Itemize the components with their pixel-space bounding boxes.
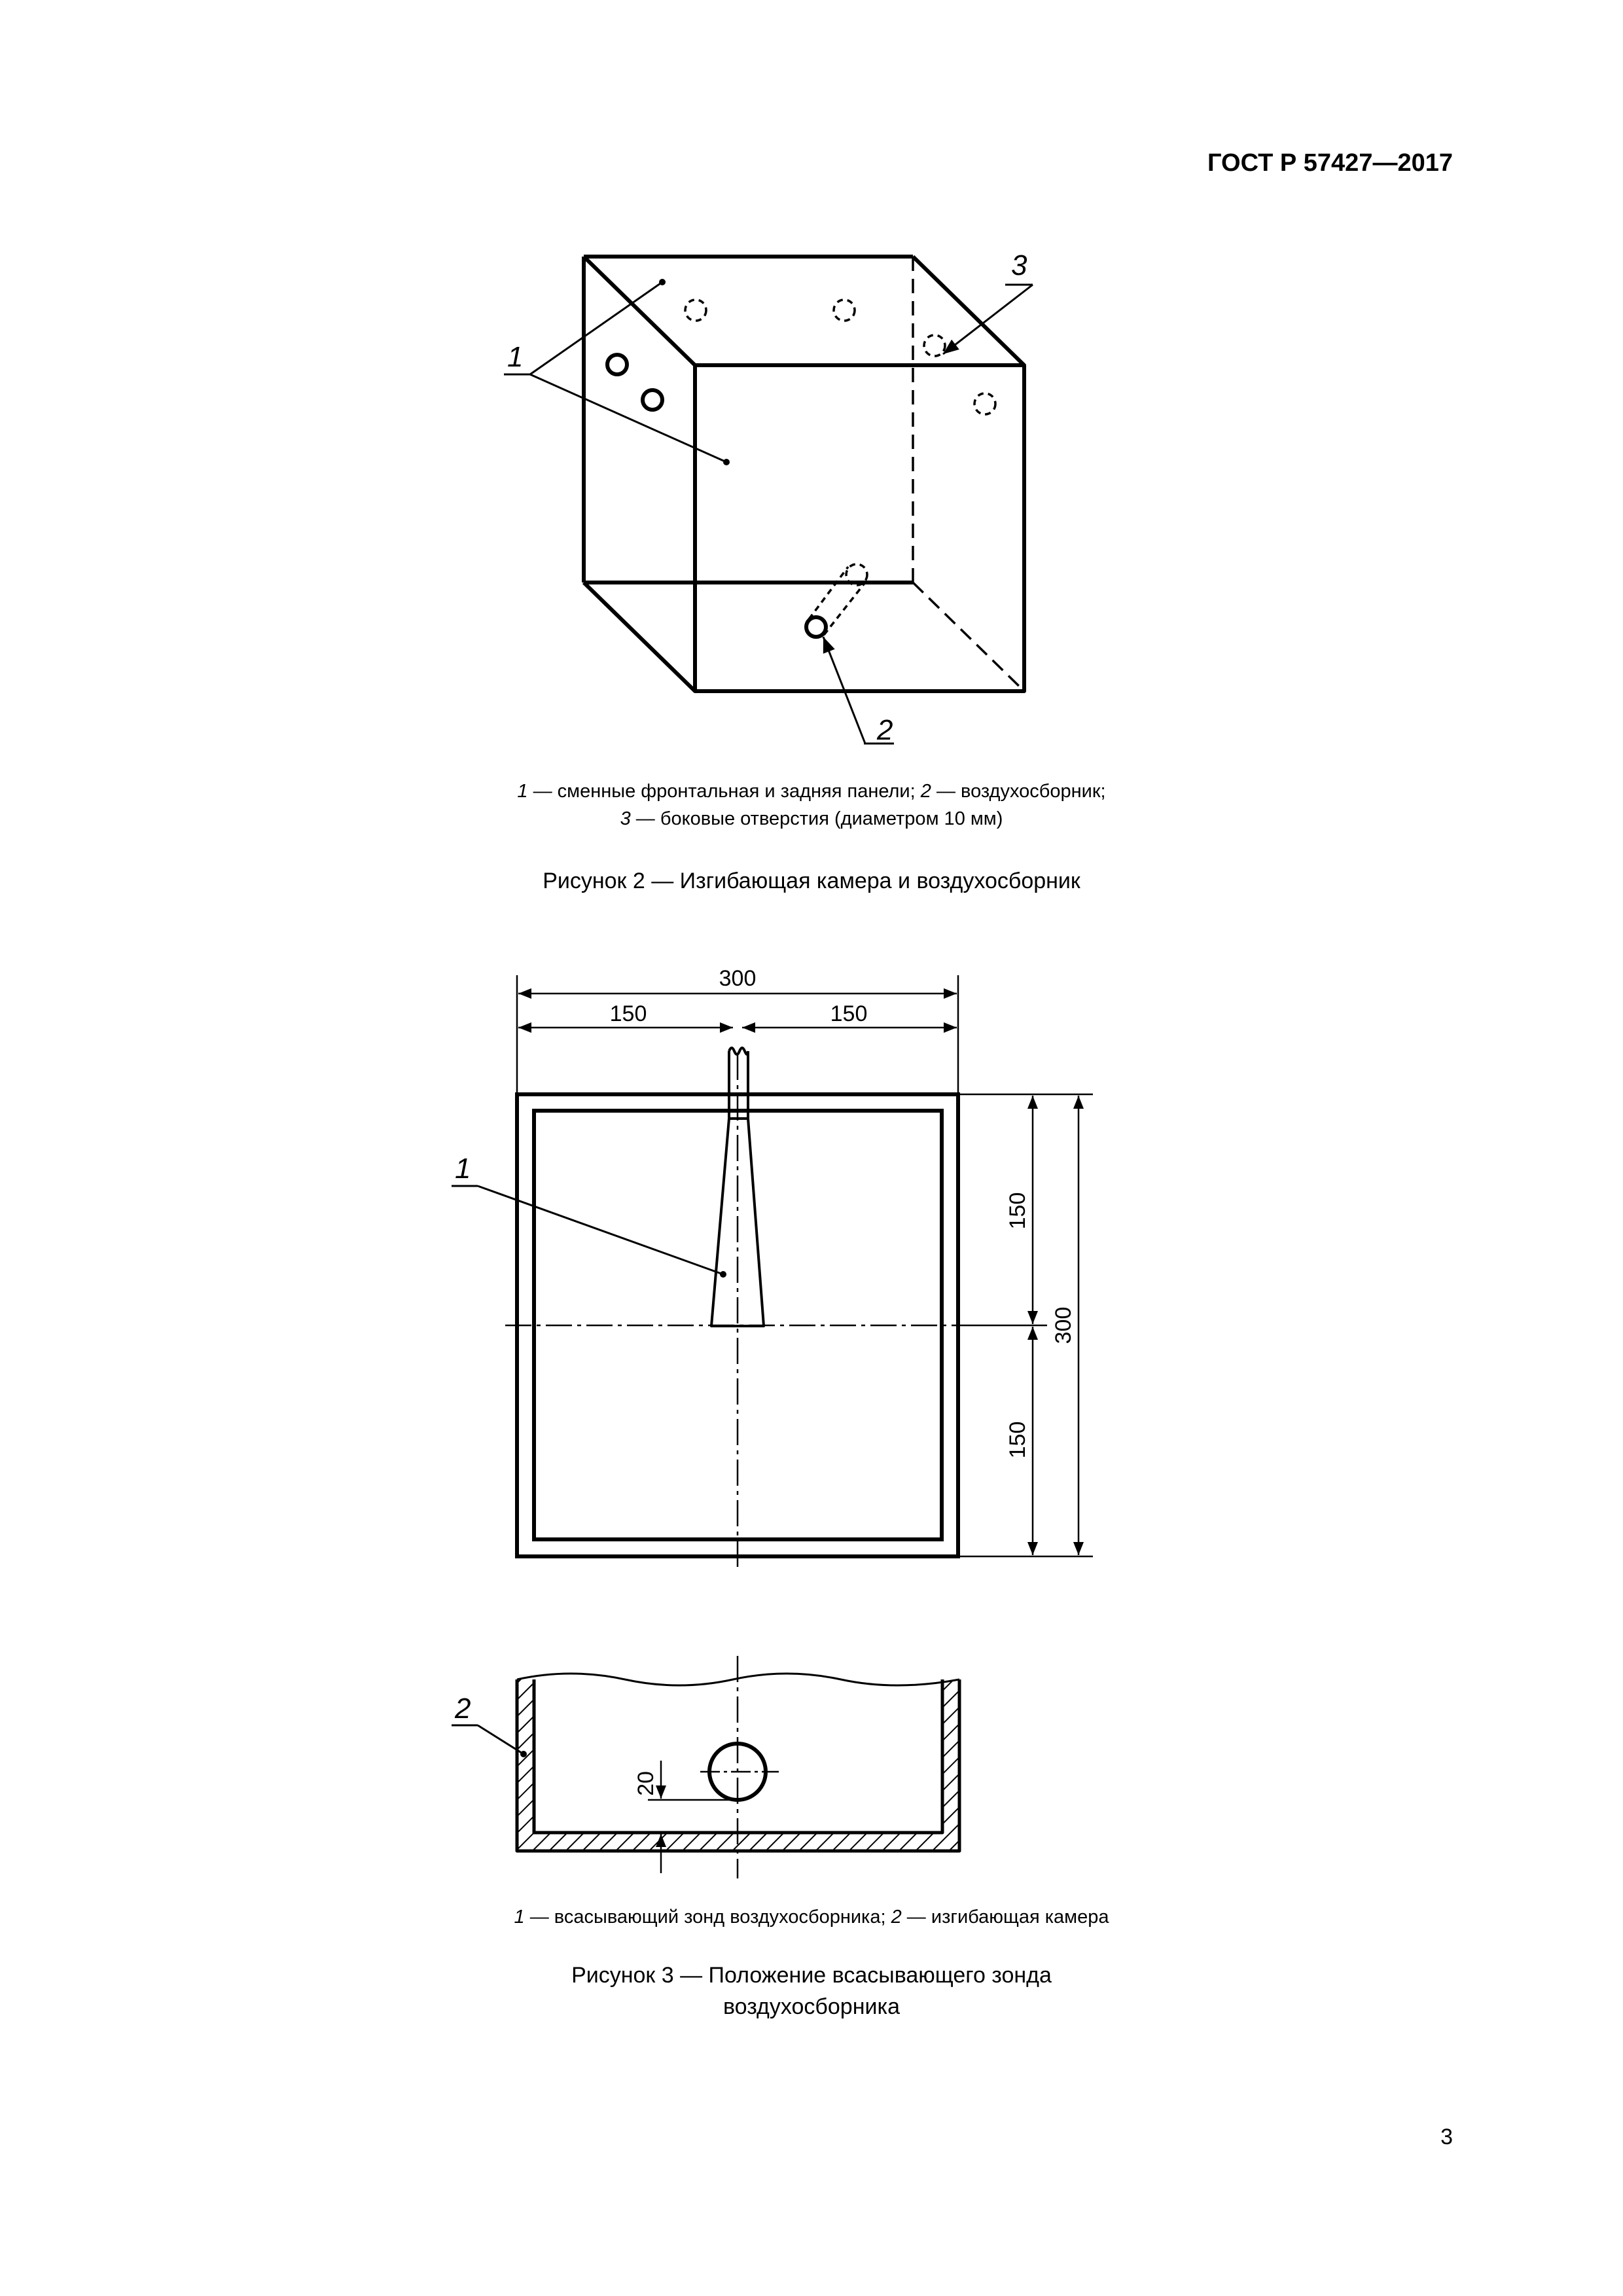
figure3-section-view <box>452 1656 959 1878</box>
legend-num-1: 1 <box>517 781 528 802</box>
dim-150-left: 150 <box>609 1001 647 1026</box>
legend-num-3: 3 <box>620 808 631 829</box>
figure2-caption: Рисунок 2 — Изгибающая камера и воздухосборник <box>543 869 1080 893</box>
dim-300-horizontal: 300 <box>719 966 757 991</box>
dim-150-upper: 150 <box>1005 1192 1030 1230</box>
dim-20: 20 <box>633 1771 658 1796</box>
dim-150-lower: 150 <box>1005 1421 1030 1459</box>
fig2-callout-2: 2 <box>877 714 893 746</box>
page-number: 3 <box>1440 2125 1453 2149</box>
fig2-callout-3: 3 <box>1011 249 1027 281</box>
legend-num-2: 2 <box>920 781 931 802</box>
legend-num-1: 1 <box>514 1907 525 1928</box>
figure2-chamber <box>504 257 1033 744</box>
figure3-legend <box>196 1903 1427 1931</box>
dim-150-right: 150 <box>830 1001 868 1026</box>
legend-text-2: — изгибающая камера <box>901 1907 1109 1928</box>
legend-num-2: 2 <box>891 1907 902 1928</box>
standard-header: ГОСТ Р 57427—2017 <box>1207 149 1453 177</box>
fig2-callout-1: 1 <box>507 341 524 373</box>
legend-text-3: — боковые отверстия (диаметром 10 мм) <box>630 808 1003 829</box>
figure3-caption-line2: воздухосборника <box>722 1994 900 2019</box>
legend-text-1: — сменные фронтальная и задняя панели; <box>527 781 921 802</box>
dim-300-vertical: 300 <box>1051 1306 1076 1344</box>
fig3-callout-1: 1 <box>455 1153 471 1185</box>
figure2-legend-line1 <box>196 778 1427 805</box>
figure2-legend-line2 <box>196 805 1427 833</box>
legend-text-1: — всасывающий зонд воздухосборника; <box>524 1907 891 1928</box>
legend-text-2: — воздухосборник; <box>931 781 1106 802</box>
fig3-callout-2: 2 <box>455 1693 471 1725</box>
figure3-top-view <box>452 975 1093 1569</box>
figure3-caption-line1: Рисунок 3 — Положение всасывающего зонда <box>571 1963 1052 1988</box>
